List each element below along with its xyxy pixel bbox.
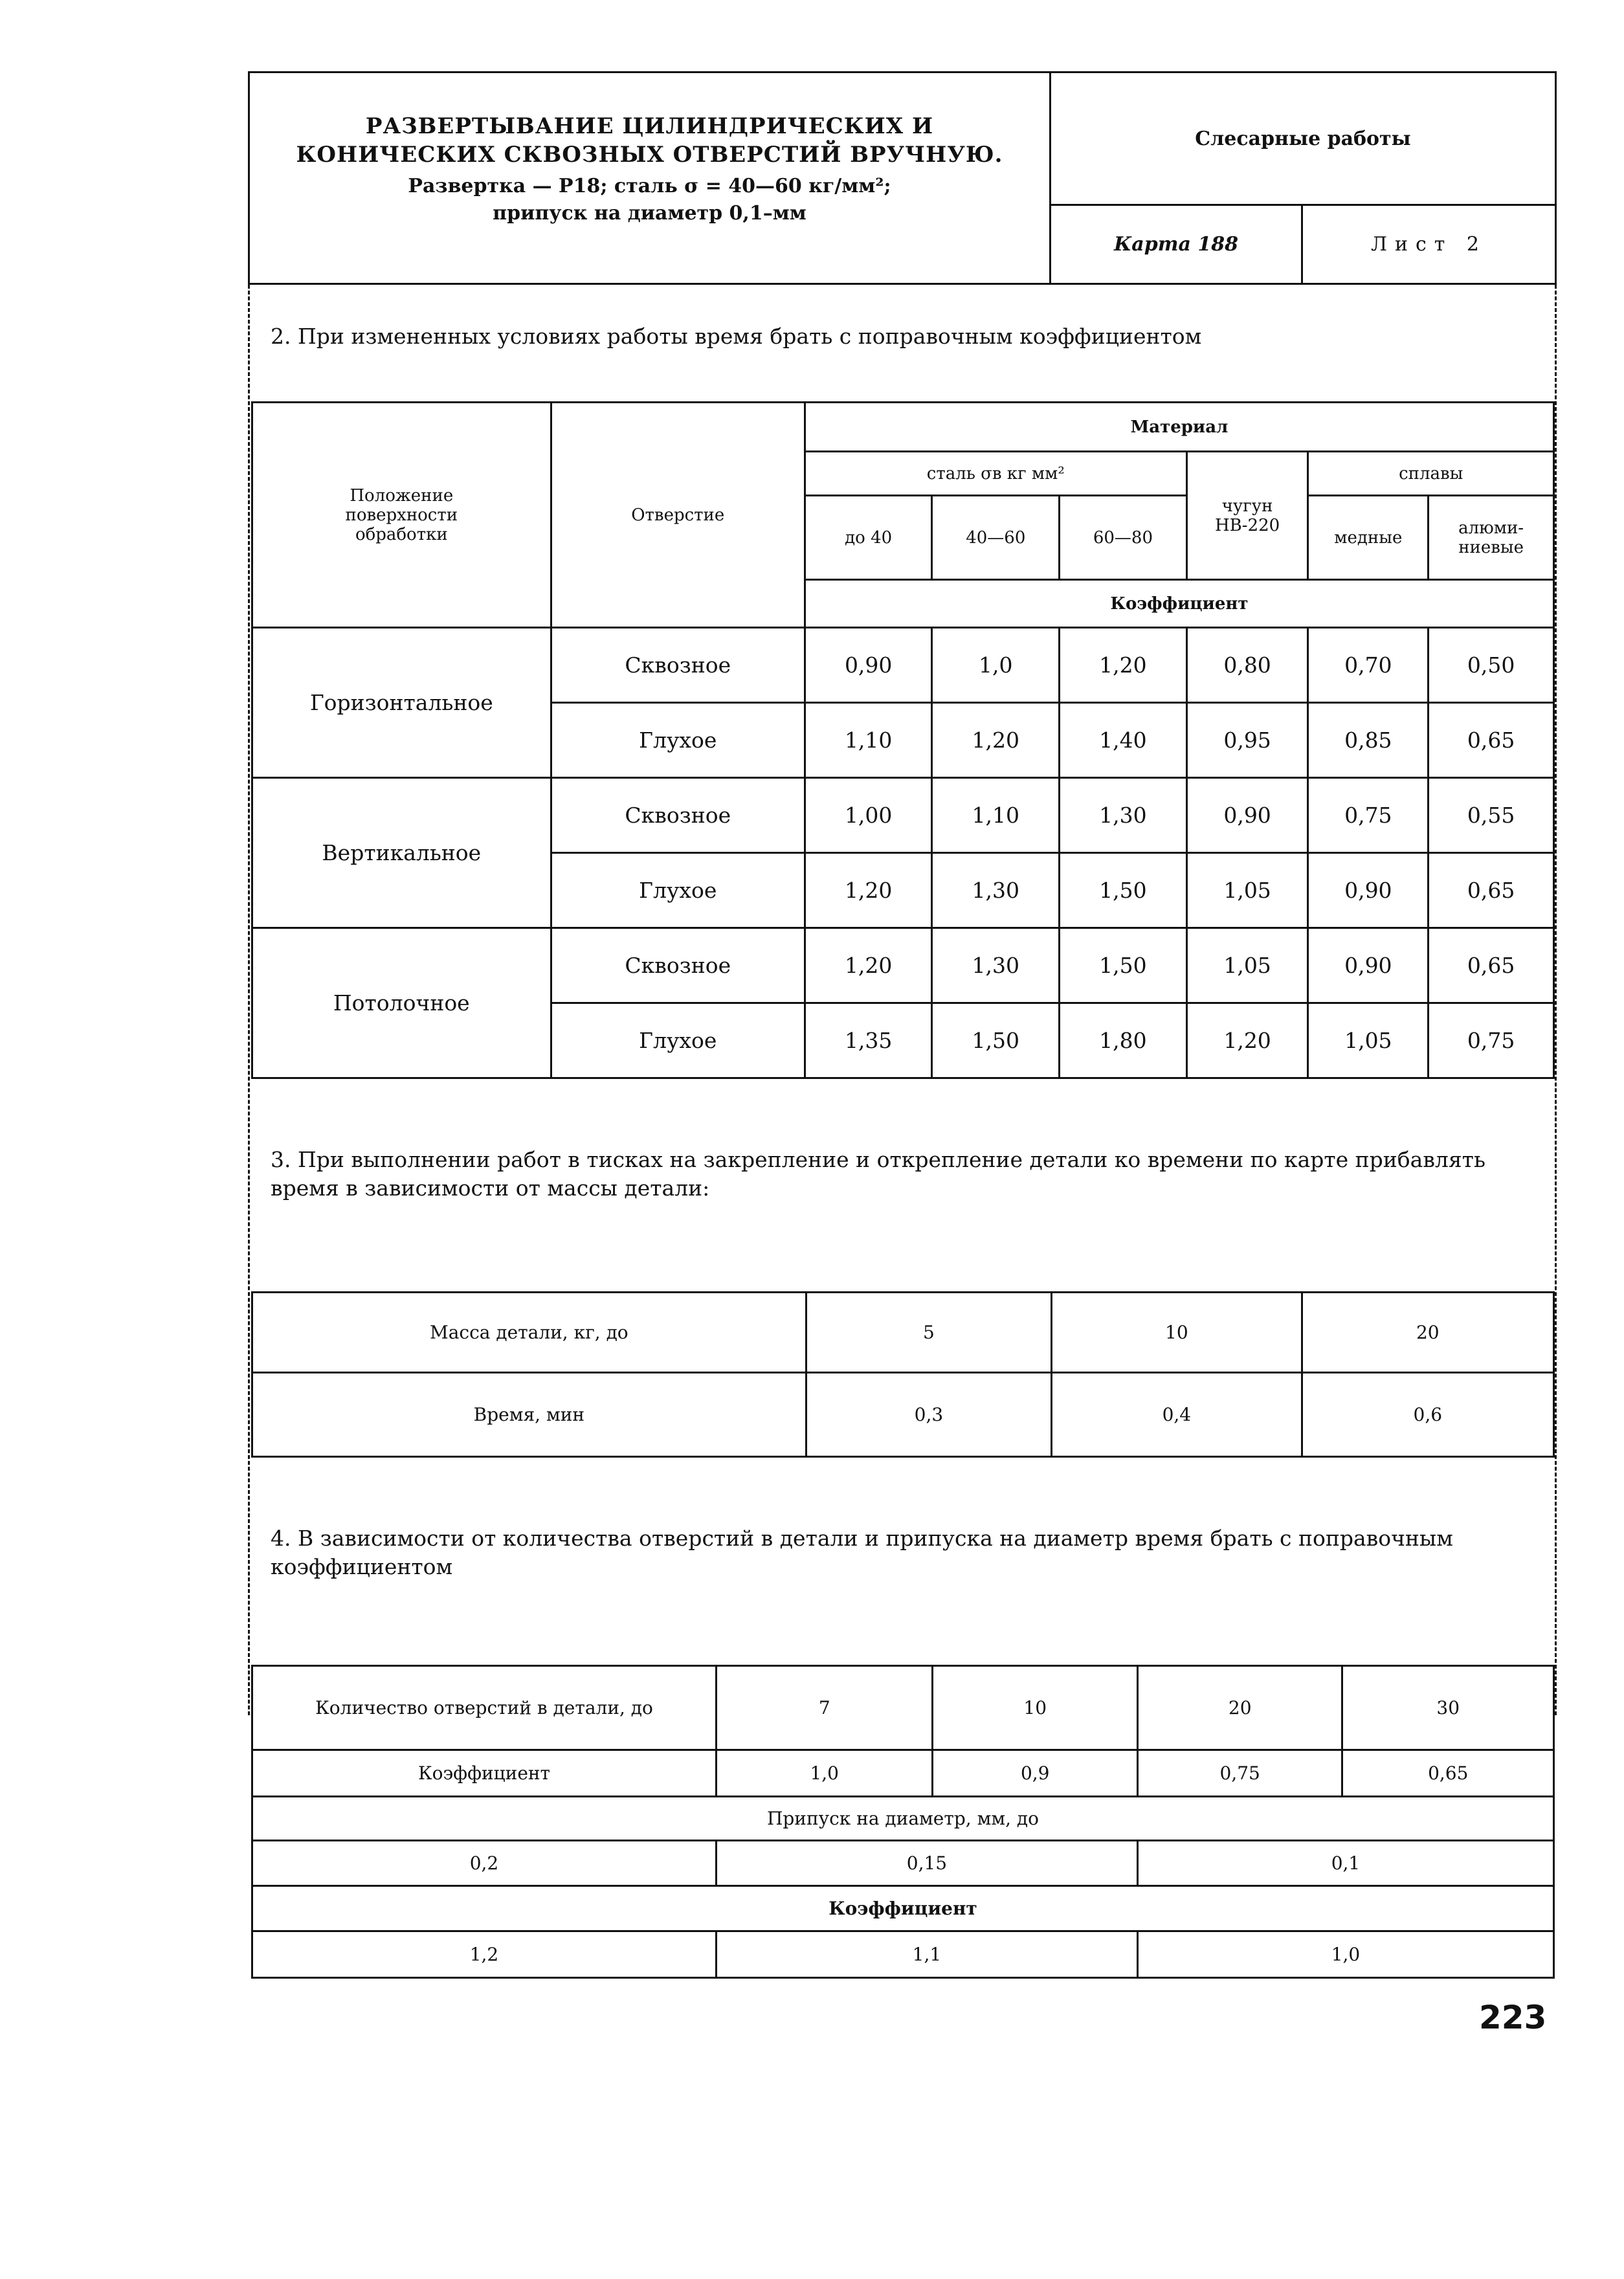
steel-range: до 40 bbox=[805, 496, 932, 580]
allowance-spec: припуск на диаметр 0,1–мм bbox=[493, 202, 806, 225]
allowance-value: 0,2 bbox=[252, 1841, 717, 1886]
coef-cell: 1,0 bbox=[932, 628, 1060, 703]
coef-cell: 1,20 bbox=[805, 853, 932, 928]
mass-value: 5 bbox=[806, 1293, 1051, 1373]
allowance-coef: 1,0 bbox=[1137, 1931, 1553, 1978]
work-category: Слесарные работы bbox=[1051, 73, 1555, 206]
coef-cell: 0,90 bbox=[805, 628, 932, 703]
hole-type: Сквозное bbox=[551, 928, 805, 1003]
col-steel: сталь σв кг мм² bbox=[805, 452, 1186, 496]
allowance-coef-label: Коэффициент bbox=[252, 1886, 1554, 1931]
time-value: 0,3 bbox=[806, 1373, 1051, 1457]
coef-cell: 0,65 bbox=[1429, 853, 1554, 928]
section4-note: 4. В зависимости от количества отверстий в детали и припуска на диаметр время брать с поправочным коэффициентом bbox=[271, 1526, 1453, 1579]
coef-cell: 0,75 bbox=[1429, 1003, 1554, 1078]
section3-note: 3. При выполнении работ в тисках на закрепление и открепление детали ко времени по карте прибавлять время в зависимости от массы детали: bbox=[271, 1147, 1485, 1201]
count-coef: 1,0 bbox=[717, 1750, 933, 1797]
allowance-value: 0,15 bbox=[716, 1841, 1137, 1886]
coef-cell: 1,80 bbox=[1060, 1003, 1187, 1078]
count-coef: 0,9 bbox=[933, 1750, 1137, 1797]
coef-label: Коэффициент bbox=[805, 580, 1553, 628]
coef-cell: 0,75 bbox=[1308, 778, 1429, 853]
coef-cell: 1,00 bbox=[805, 778, 932, 853]
tool-spec: Развертка — Р18; сталь σ = 40—60 кг/мм²; bbox=[408, 175, 891, 197]
card-header bbox=[248, 71, 1557, 285]
coef-cell: 0,70 bbox=[1308, 628, 1429, 703]
coef-cell: 1,50 bbox=[1060, 853, 1187, 928]
count-label: Количество отверстий в детали, до bbox=[252, 1666, 717, 1750]
mass-label: Масса детали, кг, до bbox=[252, 1293, 806, 1373]
coef-cell: 0,95 bbox=[1186, 703, 1308, 778]
hole-type: Сквозное bbox=[551, 778, 805, 853]
coef-cell: 0,90 bbox=[1186, 778, 1308, 853]
count-coef: 0,65 bbox=[1342, 1750, 1554, 1797]
sheet-number: Лист 2 bbox=[1370, 233, 1487, 256]
coef-cell: 1,50 bbox=[1060, 928, 1187, 1003]
col-position: Положение поверхности обработки bbox=[252, 403, 551, 628]
count-coef: 0,75 bbox=[1137, 1750, 1342, 1797]
alloy-type: алюми-ниевые bbox=[1429, 496, 1554, 580]
steel-range: 40—60 bbox=[932, 496, 1060, 580]
coef-cell: 1,30 bbox=[932, 853, 1060, 928]
mass-value: 10 bbox=[1052, 1293, 1302, 1373]
mass-time-table bbox=[251, 1291, 1555, 1458]
coef-cell: 1,35 bbox=[805, 1003, 932, 1078]
hole-type: Глухое bbox=[551, 1003, 805, 1078]
col-material: Материал bbox=[805, 403, 1553, 452]
steel-range: 60—80 bbox=[1060, 496, 1187, 580]
coef-cell: 1,10 bbox=[805, 703, 932, 778]
coef-cell: 1,05 bbox=[1186, 928, 1308, 1003]
coef-cell: 0,90 bbox=[1308, 853, 1429, 928]
coef-cell: 1,05 bbox=[1186, 853, 1308, 928]
allowance-coef: 1,1 bbox=[716, 1931, 1137, 1978]
coef-cell: 1,30 bbox=[1060, 778, 1187, 853]
coef-cell: 0,80 bbox=[1186, 628, 1308, 703]
hole-type: Сквозное bbox=[551, 628, 805, 703]
coef-cell: 0,65 bbox=[1429, 703, 1554, 778]
coef-cell: 1,20 bbox=[1060, 628, 1187, 703]
coef-cell: 1,10 bbox=[932, 778, 1060, 853]
coef-cell: 1,20 bbox=[932, 703, 1060, 778]
hole-type: Глухое bbox=[551, 853, 805, 928]
alloy-type: медные bbox=[1308, 496, 1429, 580]
document-title: РАЗВЕРТЫВАНИЕ ЦИЛИНДРИЧЕСКИХ И КОНИЧЕСКИХ СКВОЗНЫХ ОТВЕРСТИЙ ВРУЧНУЮ. bbox=[296, 113, 1003, 168]
time-value: 0,4 bbox=[1052, 1373, 1302, 1457]
correction-table bbox=[251, 401, 1555, 1079]
allowance-table bbox=[251, 1795, 1555, 1979]
count-value: 20 bbox=[1137, 1666, 1342, 1750]
allowance-value: 0,1 bbox=[1137, 1841, 1553, 1886]
count-value: 10 bbox=[933, 1666, 1137, 1750]
time-label: Время, мин bbox=[252, 1373, 806, 1457]
coef-cell: 0,65 bbox=[1429, 928, 1554, 1003]
hole-type: Глухое bbox=[551, 703, 805, 778]
coef-cell: 0,85 bbox=[1308, 703, 1429, 778]
col-cast-iron: чугун НВ-220 bbox=[1186, 452, 1308, 580]
hole-count-table bbox=[251, 1665, 1555, 1797]
allowance-coef: 1,2 bbox=[252, 1931, 717, 1978]
coef-cell: 0,50 bbox=[1429, 628, 1554, 703]
coef-cell: 1,50 bbox=[932, 1003, 1060, 1078]
position-label: Потолочное bbox=[252, 928, 551, 1078]
mass-value: 20 bbox=[1302, 1293, 1553, 1373]
section2-note: 2. При измененных условиях работы время брать с поправочным коэффициентом bbox=[271, 324, 1202, 349]
card-number: Карта 188 bbox=[1051, 206, 1303, 283]
count-coef-label: Коэффициент bbox=[252, 1750, 717, 1797]
coef-cell: 1,20 bbox=[805, 928, 932, 1003]
count-value: 7 bbox=[717, 1666, 933, 1750]
coef-cell: 1,40 bbox=[1060, 703, 1187, 778]
time-value: 0,6 bbox=[1302, 1373, 1553, 1457]
position-label: Вертикальное bbox=[252, 778, 551, 928]
col-hole: Отверстие bbox=[551, 403, 805, 628]
position-label: Горизонтальное bbox=[252, 628, 551, 778]
allowance-label: Припуск на диаметр, мм, до bbox=[252, 1797, 1554, 1841]
coef-cell: 1,30 bbox=[932, 928, 1060, 1003]
count-value: 30 bbox=[1342, 1666, 1554, 1750]
header-title-block bbox=[250, 73, 1051, 283]
coef-cell: 1,20 bbox=[1186, 1003, 1308, 1078]
coef-cell: 0,55 bbox=[1429, 778, 1554, 853]
coef-cell: 1,05 bbox=[1308, 1003, 1429, 1078]
coef-cell: 0,90 bbox=[1308, 928, 1429, 1003]
page-number: 223 bbox=[1479, 1999, 1547, 2036]
col-alloys: сплавы bbox=[1308, 452, 1554, 496]
